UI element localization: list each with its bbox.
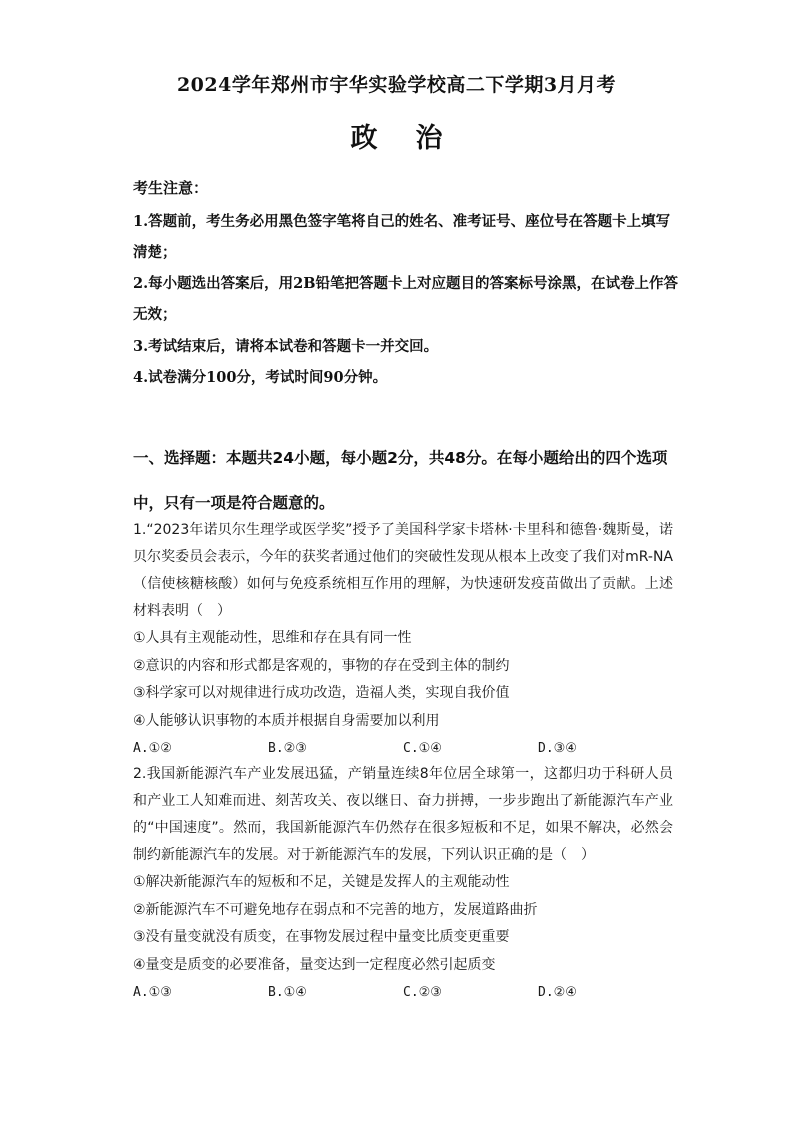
statement-option: ②意识的内容和形式都是客观的，事物的存在受到主体的制约 <box>133 657 510 674</box>
answer-choices <box>133 979 673 1006</box>
notice-number: 2. <box>133 275 149 292</box>
question-stem: 2.我国新能源汽车产业发展迅猛，产销量连续8年位居全球第一，这都归功于科研人员和产业工人知难而进、刻苦攻关、夜以继日、奋力拼搏，一步步跑出了新能源汽车产业的“中国速度”。然而，我国新能源汽车仍然存在很多短板和不足，如果不解决，必然会制约新能源汽车的发展。对于新能源汽车的发展，下列认识正确的是（ ） <box>133 766 673 863</box>
answer-choice-a: A.①③ <box>133 985 172 1000</box>
notice-text: 答题前，考生务必用黑色签字笔将自己的姓名、准考证号、座位号在答题卡上填写清楚； <box>133 213 671 261</box>
question-1 <box>133 517 673 762</box>
notice-item <box>133 206 678 268</box>
notice-item <box>133 362 678 393</box>
notice-number: 3. <box>133 338 149 355</box>
notice-heading: 考生注意： <box>133 179 209 197</box>
notice-text: 考试结束后，请将本试卷和答题卡一并交回。 <box>148 338 439 355</box>
answer-choice-b: B.②③ <box>268 741 307 756</box>
answer-choice-b: B.①④ <box>268 985 307 1000</box>
notice-item <box>133 331 678 362</box>
statement-option: ①人具有主观能动性，思维和存在具有同一性 <box>133 630 412 646</box>
notice-text: 试卷满分100分，考试时间90分钟。 <box>148 369 388 386</box>
subject-title: 政治 <box>350 123 481 154</box>
section-heading: 一、选择题：本题共24小题，每小题2分，共48分。在每小题给出的四个选项中，只有一项是符合题意的。 <box>133 449 668 512</box>
notice-number: 4. <box>133 369 149 386</box>
statement-option: ③没有量变就没有质变，在事物发展过程中量变比质变更重要 <box>133 929 510 945</box>
answer-choice-d: D.②④ <box>538 985 577 1000</box>
answer-choices <box>133 735 673 762</box>
answer-choice-a: A.①② <box>133 741 172 756</box>
statement-option: ④人能够认识事物的本质并根据自身需要加以利用 <box>133 712 440 729</box>
notice-text: 每小题选出答案后，用2B铅笔把答题卡上对应题目的答案标号涂黑，在试卷上作答无效； <box>133 275 678 323</box>
statement-option: ②新能源汽车不可避免地存在弱点和不完善的地方，发展道路曲折 <box>133 901 538 918</box>
answer-choice-d: D.③④ <box>538 741 577 756</box>
question-2 <box>133 761 673 1006</box>
question-stem: 1.“2023年诺贝尔生理学或医学奖”授予了美国科学家卡塔林·卡里科和德鲁·魏斯曼，诺贝尔奖委员会表示，今年的获奖者通过他们的突破性发现从根本上改变了我们对mR-NA（信使核糖核酸）如何与免疫系统相互作用的理解，为快速研发疫苗做出了贡献。上述材料表明（ ） <box>133 522 673 619</box>
answer-choice-c: C.①④ <box>403 741 442 756</box>
notice-number: 1. <box>133 213 149 230</box>
notice-item <box>133 268 678 330</box>
statement-option: ③科学家可以对规律进行成功改造，造福人类，实现自我价值 <box>133 685 510 701</box>
statement-option: ④量变是质变的必要准备，量变达到一定程度必然引起质变 <box>133 956 496 973</box>
exam-title: 2024学年郑州市宇华实验学校高二下学期3月月考 <box>176 74 617 96</box>
answer-choice-c: C.②③ <box>403 985 442 1000</box>
statement-option: ①解决新能源汽车的短板和不足，关键是发挥人的主观能动性 <box>133 874 510 890</box>
